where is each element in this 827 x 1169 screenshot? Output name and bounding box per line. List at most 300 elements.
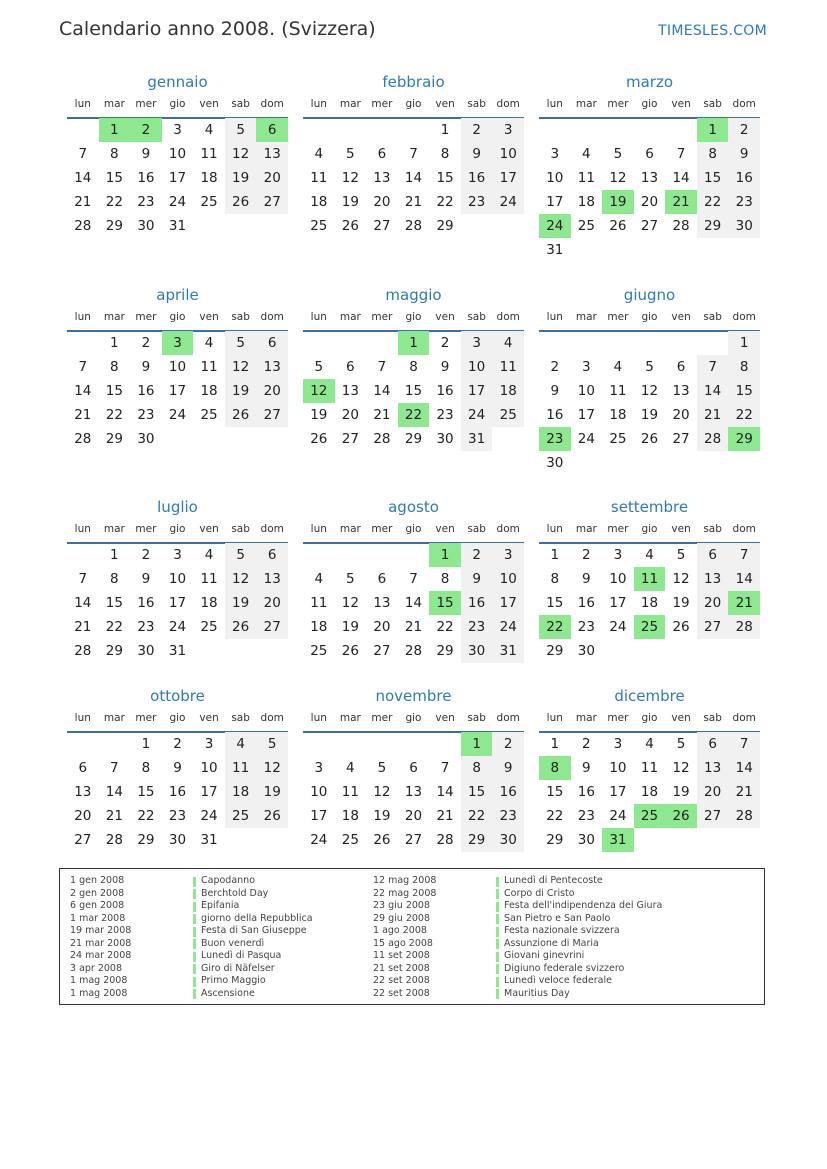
day-cell: 14 — [373, 383, 391, 399]
holiday-day-cell: 31 — [602, 828, 634, 852]
day-cell: 7 — [377, 359, 387, 375]
day-cell: 11 — [640, 760, 659, 776]
day-cell: 11 — [609, 383, 627, 399]
weekday-label: sab — [467, 98, 486, 110]
day-cell: 25 — [200, 407, 218, 423]
day-cell: 18 — [640, 784, 659, 800]
day-cell: 23 — [577, 808, 595, 824]
day-cell: 4 — [645, 547, 654, 563]
weekday-label: ven — [671, 311, 691, 323]
day-cell: 13 — [697, 567, 729, 591]
day-cell: 9 — [582, 571, 591, 587]
day-cell: 30 — [137, 431, 155, 447]
legend-holiday-name: Buon venerdì — [201, 937, 265, 949]
day-cell: 10 — [168, 571, 187, 587]
day-cell: 21 — [728, 780, 760, 804]
day-cell: 16 — [461, 166, 493, 190]
weekday-label: ven — [199, 311, 219, 323]
weekday-label: lun — [310, 712, 327, 724]
day-cell: 4 — [613, 359, 623, 375]
day-cell: 22 — [105, 407, 123, 423]
weekday-label: mar — [575, 523, 597, 535]
day-cell: 8 — [409, 359, 418, 375]
legend-date: 12 mag 2008 — [373, 875, 437, 886]
day-cell: 12 — [373, 784, 391, 800]
day-cell: 12 — [256, 756, 288, 780]
weekday-label: sab — [703, 311, 722, 323]
day-cell: 13 — [341, 383, 359, 399]
holiday-day-cell: 1 — [697, 118, 729, 142]
day-cell: 12 — [341, 595, 359, 611]
day-cell: 15 — [436, 170, 454, 186]
day-cell: 9 — [492, 756, 524, 780]
weekday-label: dom — [732, 98, 756, 110]
weekday-label: mar — [575, 311, 597, 323]
legend-marker — [496, 939, 499, 949]
day-cell: 7 — [110, 760, 119, 776]
day-cell: 13 — [697, 756, 729, 780]
month-name: aprile — [156, 286, 199, 304]
holiday-day-cell: 12 — [303, 379, 335, 403]
legend-marker — [496, 877, 499, 887]
day-cell: 6 — [697, 732, 729, 756]
weekday-label: ven — [435, 98, 455, 110]
day-cell: 16 — [436, 383, 454, 399]
day-cell: 6 — [256, 543, 288, 567]
day-cell: 20 — [256, 379, 288, 403]
day-cell: 10 — [168, 146, 187, 162]
day-cell: 7 — [78, 571, 88, 587]
month-maggio — [303, 286, 524, 486]
day-cell: 13 — [256, 142, 288, 166]
day-cell: 2 — [141, 547, 151, 563]
day-cell: 24 — [609, 619, 627, 635]
day-cell: 8 — [697, 142, 729, 166]
day-cell: 15 — [105, 170, 123, 186]
day-cell: 27 — [697, 615, 729, 639]
legend-marker — [193, 889, 196, 899]
day-cell: 10 — [492, 567, 524, 591]
day-cell: 7 — [78, 359, 88, 375]
month-name: settembre — [610, 498, 689, 516]
day-cell: 29 — [105, 431, 123, 447]
day-cell: 30 — [137, 218, 155, 234]
day-cell: 22 — [105, 619, 123, 635]
day-cell: 11 — [577, 170, 595, 186]
holiday-day-cell: 21 — [728, 591, 760, 615]
weekday-label: mar — [103, 712, 125, 724]
day-cell: 21 — [404, 619, 423, 635]
day-cell: 8 — [141, 760, 151, 776]
day-cell: 12 — [225, 142, 257, 166]
day-cell: 15 — [105, 383, 123, 399]
day-cell: 14 — [74, 595, 92, 611]
day-cell: 1 — [440, 122, 450, 138]
weekday-label: lun — [310, 98, 327, 110]
day-cell: 23 — [168, 808, 187, 824]
day-cell: 13 — [373, 595, 391, 611]
day-cell: 19 — [373, 808, 391, 824]
day-cell: 18 — [200, 383, 218, 399]
day-cell: 28 — [728, 615, 760, 639]
day-cell: 24 — [168, 407, 187, 423]
day-cell: 11 — [492, 355, 524, 379]
day-cell: 27 — [256, 615, 288, 639]
day-cell: 19 — [672, 784, 690, 800]
legend-date: 11 set 2008 — [373, 950, 430, 961]
month-aprile — [67, 286, 288, 486]
day-cell: 14 — [74, 170, 92, 186]
weekday-label: ven — [435, 523, 455, 535]
month-marzo — [539, 73, 760, 273]
day-cell: 1 — [110, 547, 119, 563]
legend-holiday-name: Epifania — [201, 900, 240, 911]
day-cell: 7 — [697, 355, 729, 379]
day-cell: 3 — [492, 118, 524, 142]
legend-marker — [496, 977, 499, 987]
day-cell: 25 — [310, 643, 328, 659]
legend-date: 15 ago 2008 — [373, 937, 433, 949]
day-cell: 1 — [550, 547, 560, 563]
day-cell: 10 — [609, 571, 627, 587]
day-cell: 30 — [577, 832, 595, 848]
day-cell: 10 — [168, 359, 187, 375]
day-cell: 25 — [609, 431, 627, 447]
weekday-label: dom — [496, 311, 520, 323]
day-cell: 17 — [577, 407, 595, 423]
day-cell: 12 — [609, 170, 627, 186]
day-cell: 10 — [577, 383, 595, 399]
day-cell: 18 — [577, 194, 595, 210]
legend-holiday-name: Berchtold Day — [201, 887, 269, 899]
day-cell: 23 — [436, 407, 454, 423]
day-cell: 28 — [105, 832, 123, 848]
month-agosto — [303, 498, 524, 698]
day-cell: 12 — [672, 760, 690, 776]
day-cell: 20 — [256, 591, 288, 615]
day-cell: 3 — [582, 359, 591, 375]
weekday-label: ven — [671, 712, 691, 724]
day-cell: 11 — [225, 756, 257, 780]
legend-holiday-name: Giro di Näfelser — [201, 962, 275, 974]
day-cell: 14 — [404, 595, 423, 611]
day-cell: 7 — [676, 146, 686, 162]
weekday-label: sab — [703, 98, 722, 110]
day-cell: 20 — [404, 808, 423, 824]
weekday-label: ven — [199, 523, 219, 535]
day-cell: 22 — [137, 808, 155, 824]
day-cell: 19 — [256, 780, 288, 804]
day-cell: 10 — [200, 760, 218, 776]
month-name: novembre — [375, 687, 452, 705]
holiday-day-cell: 3 — [162, 331, 194, 355]
legend-date: 22 set 2008 — [373, 975, 430, 986]
legend-date: 19 mar 2008 — [70, 925, 132, 936]
day-cell: 5 — [676, 736, 686, 752]
weekday-label: mar — [103, 311, 125, 323]
day-cell: 14 — [672, 170, 690, 186]
legend-holiday-name: Lunedì veloce federale — [504, 975, 612, 986]
month-febbraio — [303, 73, 524, 273]
day-cell: 2 — [582, 547, 591, 563]
day-cell: 5 — [645, 359, 654, 375]
holiday-day-cell: 22 — [539, 615, 571, 639]
day-cell: 23 — [137, 619, 155, 635]
day-cell: 22 — [436, 194, 454, 210]
holiday-day-cell: 1 — [429, 543, 461, 567]
day-cell: 18 — [310, 194, 328, 210]
day-cell: 11 — [310, 170, 328, 186]
day-cell: 10 — [546, 170, 564, 186]
day-cell: 20 — [672, 407, 690, 423]
weekday-label: gio — [169, 98, 186, 110]
day-cell: 25 — [200, 619, 218, 635]
day-cell: 11 — [341, 784, 359, 800]
holiday-day-cell: 25 — [634, 804, 666, 828]
day-cell: 26 — [640, 431, 659, 447]
day-cell: 4 — [582, 146, 591, 162]
day-cell: 4 — [204, 547, 214, 563]
day-cell: 31 — [492, 639, 524, 663]
day-cell: 12 — [640, 383, 659, 399]
day-cell: 2 — [461, 118, 493, 142]
weekday-label: mar — [103, 98, 125, 110]
day-cell: 9 — [461, 142, 493, 166]
day-cell: 15 — [728, 379, 760, 403]
day-cell: 27 — [256, 190, 288, 214]
day-cell: 31 — [168, 643, 187, 659]
day-cell: 21 — [697, 403, 729, 427]
day-cell: 4 — [645, 736, 654, 752]
month-dicembre — [539, 687, 760, 887]
day-cell: 4 — [346, 760, 355, 776]
day-cell: 14 — [436, 784, 454, 800]
day-cell: 26 — [609, 218, 627, 234]
weekday-label: sab — [467, 523, 486, 535]
legend-date: 24 mar 2008 — [70, 950, 132, 961]
day-cell: 24 — [461, 403, 493, 427]
day-cell: 27 — [697, 804, 729, 828]
weekday-label: sab — [703, 712, 722, 724]
day-cell: 29 — [461, 828, 493, 852]
day-cell: 17 — [609, 595, 627, 611]
legend-date: 1 mag 2008 — [70, 975, 128, 986]
weekday-label: mar — [339, 311, 361, 323]
day-cell: 8 — [550, 571, 560, 587]
month-name: febbraio — [382, 73, 445, 91]
weekday-label: ven — [435, 311, 455, 323]
day-cell: 25 — [492, 403, 524, 427]
weekday-label: lun — [74, 311, 91, 323]
day-cell: 15 — [105, 595, 123, 611]
brand-link[interactable]: TIMESLES.COM — [658, 23, 767, 39]
weekday-label: dom — [732, 712, 756, 724]
month-name: maggio — [385, 286, 442, 304]
day-cell: 4 — [492, 331, 524, 355]
day-cell: 23 — [577, 619, 595, 635]
day-cell: 17 — [200, 784, 218, 800]
day-cell: 15 — [546, 595, 564, 611]
holiday-day-cell: 15 — [429, 591, 461, 615]
month-ottobre — [67, 687, 288, 887]
legend-holiday-name: giorno della Repubblica — [201, 912, 313, 924]
day-cell: 27 — [256, 403, 288, 427]
day-cell: 18 — [341, 808, 359, 824]
weekday-label: lun — [546, 98, 563, 110]
weekday-label: gio — [169, 523, 186, 535]
holiday-day-cell: 22 — [398, 403, 430, 427]
weekday-label: mer — [371, 712, 393, 724]
legend-holiday-name: San Pietro e San Paolo — [504, 912, 611, 924]
day-cell: 26 — [225, 403, 257, 427]
day-cell: 8 — [440, 146, 450, 162]
day-cell: 24 — [577, 431, 595, 447]
day-cell: 9 — [173, 760, 182, 776]
day-cell: 30 — [492, 828, 524, 852]
day-cell: 31 — [461, 427, 493, 451]
day-cell: 17 — [310, 808, 328, 824]
weekday-label: dom — [496, 98, 520, 110]
day-cell: 13 — [256, 567, 288, 591]
day-cell: 30 — [168, 832, 187, 848]
holiday-day-cell: 8 — [539, 756, 571, 780]
day-cell: 21 — [105, 808, 123, 824]
day-cell: 8 — [440, 571, 450, 587]
day-cell: 11 — [310, 595, 328, 611]
weekday-label: mar — [575, 712, 597, 724]
holiday-legend — [59, 868, 765, 1005]
weekday-label: gio — [641, 98, 658, 110]
day-cell: 2 — [728, 118, 760, 142]
holiday-day-cell: 1 — [461, 732, 493, 756]
weekday-label: sab — [703, 523, 722, 535]
legend-holiday-name: Assunzione di Maria — [504, 937, 599, 949]
month-name: luglio — [157, 498, 198, 516]
day-cell: 14 — [728, 567, 760, 591]
day-cell: 21 — [373, 407, 391, 423]
day-cell: 14 — [697, 379, 729, 403]
day-cell: 4 — [314, 571, 324, 587]
day-cell: 29 — [105, 218, 123, 234]
day-cell: 25 — [341, 832, 359, 848]
day-cell: 22 — [546, 808, 564, 824]
weekday-label: dom — [496, 712, 520, 724]
day-cell: 8 — [110, 146, 119, 162]
day-cell: 28 — [697, 427, 729, 451]
weekday-label: mer — [135, 523, 157, 535]
day-cell: 13 — [74, 784, 92, 800]
weekday-label: gio — [169, 311, 186, 323]
day-cell: 26 — [256, 804, 288, 828]
weekday-label: mer — [135, 98, 157, 110]
day-cell: 8 — [110, 359, 119, 375]
day-cell: 22 — [436, 619, 454, 635]
holiday-day-cell: 23 — [539, 427, 571, 451]
legend-holiday-name: Digiuno federale svizzero — [504, 962, 625, 974]
legend-marker — [496, 989, 499, 999]
weekday-label: mar — [339, 98, 361, 110]
holiday-day-cell: 1 — [99, 118, 131, 142]
weekday-label: mer — [607, 311, 629, 323]
weekday-label: ven — [199, 98, 219, 110]
weekday-label: lun — [74, 98, 91, 110]
holiday-day-cell: 25 — [634, 615, 666, 639]
weekday-label: mar — [339, 523, 361, 535]
day-cell: 29 — [546, 643, 564, 659]
page-title: Calendario anno 2008. (Svizzera) — [59, 18, 376, 40]
day-cell: 23 — [137, 407, 155, 423]
weekday-label: dom — [260, 712, 284, 724]
day-cell: 20 — [697, 780, 729, 804]
weekday-label: dom — [260, 311, 284, 323]
weekday-label: sab — [231, 98, 250, 110]
day-cell: 14 — [74, 383, 92, 399]
day-cell: 26 — [373, 832, 391, 848]
weekday-label: gio — [405, 523, 422, 535]
day-cell: 16 — [728, 166, 760, 190]
day-cell: 6 — [409, 760, 418, 776]
day-cell: 30 — [728, 214, 760, 238]
day-cell: 17 — [546, 194, 564, 210]
day-cell: 29 — [404, 431, 423, 447]
day-cell: 19 — [341, 194, 359, 210]
day-cell: 3 — [173, 122, 182, 138]
legend-holiday-name: Festa nazionale svizzera — [504, 925, 620, 936]
day-cell: 5 — [314, 359, 324, 375]
legend-holiday-name: Festa dell'indipendenza del Giura — [504, 900, 663, 911]
day-cell: 7 — [409, 571, 418, 587]
legend-marker — [193, 914, 196, 924]
day-cell: 20 — [256, 166, 288, 190]
day-cell: 21 — [74, 407, 92, 423]
legend-date: 21 set 2008 — [373, 962, 430, 974]
day-cell: 27 — [341, 431, 359, 447]
day-cell: 17 — [492, 166, 524, 190]
day-cell: 5 — [225, 118, 257, 142]
weekday-label: mer — [607, 712, 629, 724]
day-cell: 21 — [436, 808, 454, 824]
weekday-label: sab — [467, 712, 486, 724]
day-cell: 15 — [461, 780, 493, 804]
day-cell: 28 — [404, 643, 423, 659]
day-cell: 15 — [404, 383, 423, 399]
day-cell: 25 — [577, 218, 595, 234]
day-cell: 13 — [640, 170, 659, 186]
day-cell: 24 — [168, 619, 187, 635]
day-cell: 10 — [609, 760, 627, 776]
day-cell: 3 — [461, 331, 493, 355]
day-cell: 5 — [346, 146, 355, 162]
day-cell: 14 — [728, 756, 760, 780]
weekday-label: mer — [371, 523, 393, 535]
day-cell: 9 — [141, 571, 151, 587]
holiday-day-cell: 11 — [634, 567, 666, 591]
day-cell: 4 — [314, 146, 324, 162]
day-cell: 9 — [582, 760, 591, 776]
legend-marker — [496, 889, 499, 899]
day-cell: 26 — [672, 619, 690, 635]
day-cell: 20 — [74, 808, 92, 824]
month-gennaio — [67, 73, 288, 273]
day-cell: 9 — [141, 146, 151, 162]
holiday-day-cell: 6 — [256, 118, 288, 142]
weekday-label: mar — [575, 98, 597, 110]
day-cell: 4 — [225, 732, 257, 756]
weekday-label: sab — [231, 523, 250, 535]
day-cell: 16 — [577, 595, 595, 611]
legend-marker — [193, 977, 196, 987]
day-cell: 24 — [492, 190, 524, 214]
